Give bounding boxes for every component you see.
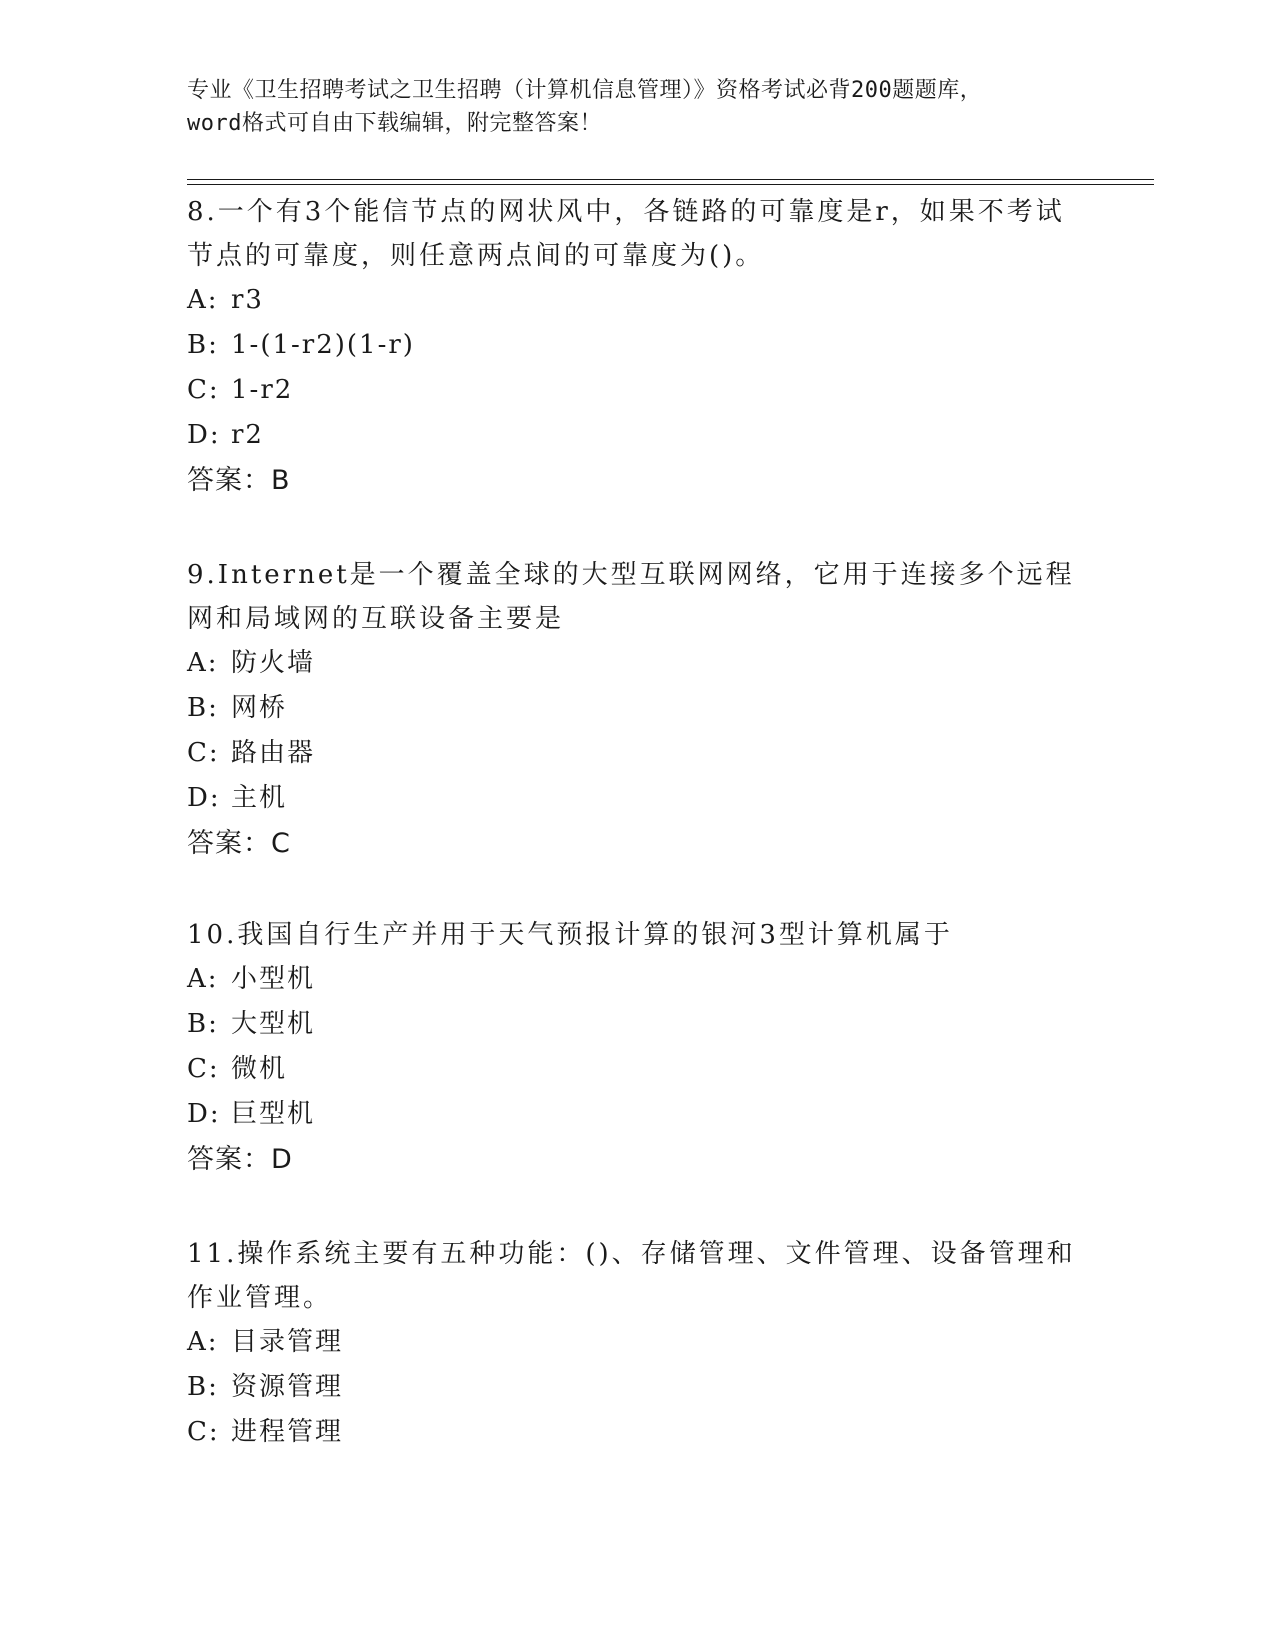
option-text: 防火墙 (231, 648, 316, 678)
option-text: 网桥 (231, 693, 288, 723)
option-letter: A: (187, 1327, 219, 1357)
question-text: 11.操作系统主要有五种功能：()、存储管理、文件管理、设备管理和作业管理。 (187, 1239, 1076, 1313)
option-letter: B: (187, 1009, 219, 1039)
question-text: 9.Internet是一个覆盖全球的大型互联网网络，它用于连接多个远程网和局域网的互联设备主要是 (187, 560, 1075, 634)
option-b (187, 686, 1087, 731)
option-a (187, 641, 1087, 686)
question-9 (187, 553, 1087, 866)
option-a (187, 957, 1087, 1002)
option-text: 1-(1-r2)(1-r) (231, 330, 415, 360)
answer: 答案：D (187, 1144, 293, 1175)
header-divider-top (187, 179, 1154, 180)
answer: 答案：C (187, 828, 291, 859)
header-line-2: word格式可自由下载编辑，附完整答案！ (187, 111, 602, 136)
option-d (187, 413, 1087, 458)
option-c (187, 1047, 1087, 1092)
option-text: 微机 (231, 1054, 288, 1084)
question-8 (187, 190, 1087, 503)
option-c (187, 368, 1087, 413)
option-letter: B: (187, 693, 219, 723)
option-d (187, 776, 1087, 821)
option-text: r3 (231, 285, 264, 315)
option-b (187, 1365, 1087, 1410)
option-letter: A: (187, 964, 219, 994)
option-b (187, 323, 1087, 368)
option-text: r2 (231, 420, 264, 450)
option-letter: D: (187, 783, 221, 813)
option-b (187, 1002, 1087, 1047)
option-a (187, 278, 1087, 323)
option-c (187, 1410, 1087, 1455)
option-letter: C: (187, 375, 220, 405)
option-text: 小型机 (231, 964, 316, 994)
option-a (187, 1320, 1087, 1365)
option-text: 目录管理 (231, 1327, 344, 1357)
option-text: 主机 (231, 783, 288, 813)
header-divider-bottom (187, 184, 1154, 185)
option-letter: C: (187, 738, 220, 768)
question-10 (187, 913, 1087, 1182)
document-header (187, 74, 1087, 140)
option-text: 大型机 (231, 1009, 316, 1039)
question-text: 10.我国自行生产并用于天气预报计算的银河3型计算机属于 (187, 920, 953, 950)
answer: 答案：B (187, 465, 291, 496)
option-letter: B: (187, 1372, 219, 1402)
option-letter: B: (187, 330, 219, 360)
option-letter: C: (187, 1054, 220, 1084)
option-text: 路由器 (231, 738, 316, 768)
option-letter: D: (187, 420, 221, 450)
question-text: 8.一个有3个能信节点的网状风中，各链路的可靠度是r，如果不考试节点的可靠度，则任意两点间的可靠度为()。 (187, 197, 1065, 271)
option-letter: D: (187, 1099, 221, 1129)
option-d (187, 1092, 1087, 1137)
option-text: 资源管理 (231, 1372, 344, 1402)
option-text: 1-r2 (231, 375, 294, 405)
option-letter: A: (187, 648, 219, 678)
option-text: 巨型机 (231, 1099, 316, 1129)
option-text: 进程管理 (231, 1417, 344, 1447)
header-line-1: 专业《卫生招聘考试之卫生招聘（计算机信息管理）》资格考试必背200题题库， (187, 78, 983, 103)
option-c (187, 731, 1087, 776)
option-letter: A: (187, 285, 219, 315)
question-11 (187, 1232, 1087, 1455)
option-letter: C: (187, 1417, 220, 1447)
